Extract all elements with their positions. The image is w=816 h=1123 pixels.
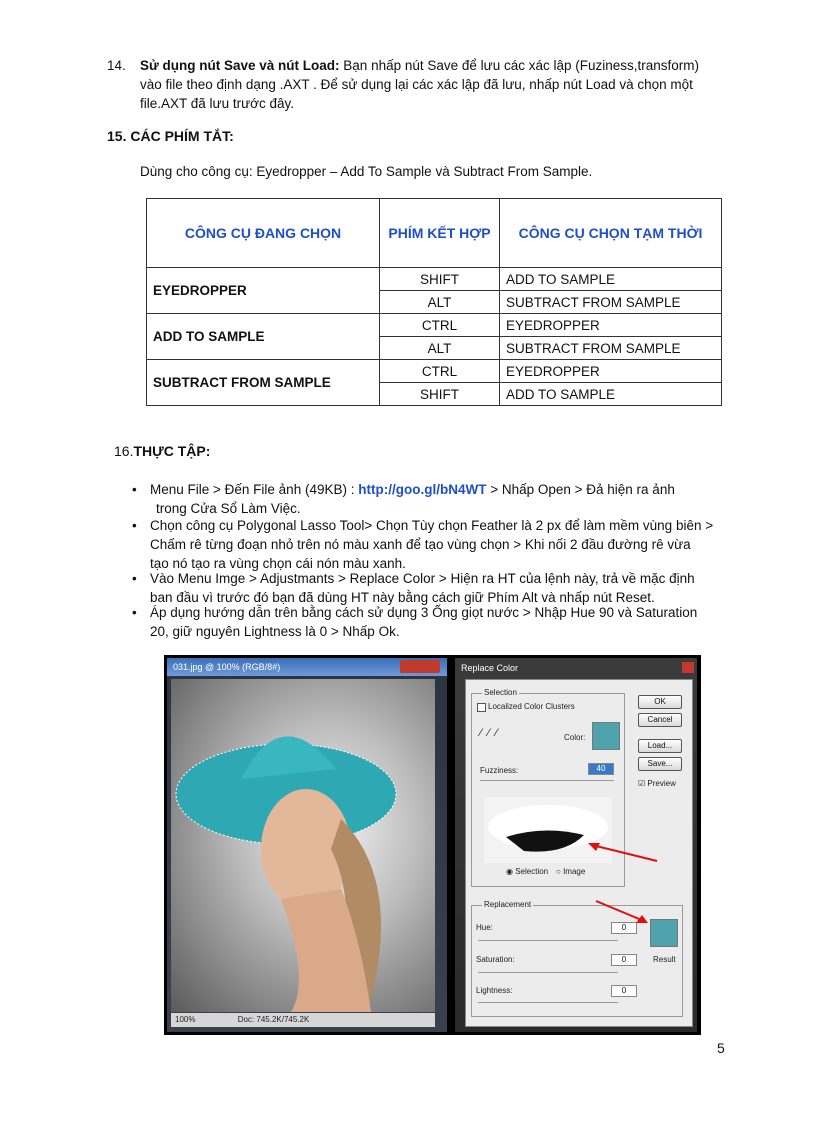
section-16-title: THỰC TẬP:	[133, 443, 211, 459]
selection-label: Selection	[484, 688, 517, 697]
tool-cell: SUBTRACT FROM SAMPLE	[147, 360, 380, 406]
fuzziness-slider[interactable]	[480, 780, 614, 781]
lightness-slider[interactable]	[478, 1002, 618, 1003]
close-icon[interactable]	[682, 662, 694, 673]
key-cell: ALT	[380, 337, 500, 360]
tool-cell: ADD TO SAMPLE	[147, 314, 380, 360]
bullet-1-post1: > Nhấp Open > Đả hiện ra ảnh	[486, 482, 675, 497]
fuzziness-input[interactable]: 40	[588, 763, 614, 775]
table-row	[147, 314, 722, 337]
bullet-4-l1: Áp dụng hướng dẫn trên bằng cách sử dụng 3 Ống giọt nước > Nhập Hue 90 và Saturation	[150, 605, 698, 620]
section-16-heading	[114, 443, 210, 459]
fuzziness-label: Fuzziness:	[480, 766, 519, 775]
section-14-line2: vào file theo định dạng .AXT . Để sử dụng lại các xác lập đã lưu, nhấp nút Load và chọn một	[140, 77, 693, 92]
replacement-label: Replacement	[484, 900, 532, 909]
hue-input[interactable]: 0	[611, 922, 637, 934]
key-cell: CTRL	[380, 314, 500, 337]
result-label: Result	[653, 955, 676, 964]
photo-window-title: 031.jpg @ 100% (RGB/8#)	[167, 658, 447, 676]
key-cell: SHIFT	[380, 383, 500, 406]
hue-label: Hue:	[476, 923, 493, 932]
color-label: Color:	[564, 733, 586, 742]
bullet-1-pre: Menu File > Đến File ảnh (49KB) :	[150, 482, 359, 497]
bullet-2-l1: Chọn công cụ Polygonal Lasso Tool> Chọn Tùy chọn Feather là 2 px để làm mềm vùng biên >	[150, 518, 714, 533]
hat-illustration	[171, 679, 435, 1012]
section-15-heading: 15. CÁC PHÍM TẮT:	[107, 128, 234, 144]
replace-color-screenshot	[164, 655, 701, 1035]
preview-label: Preview	[647, 779, 676, 788]
section-14-bold: Sử dụng nút Save và nút Load:	[140, 58, 340, 73]
arrow-annotation	[582, 837, 662, 867]
eyedropper-icon[interactable]: ⁄⁄⁄	[480, 727, 504, 739]
zoom-level: 100%	[175, 1015, 196, 1024]
table-row	[147, 268, 722, 291]
lightness-label: Lightness:	[476, 986, 513, 995]
result-cell: SUBTRACT FROM SAMPLE	[500, 337, 722, 360]
link-goo-gl[interactable]: http://goo.gl/bN4WT	[358, 482, 487, 497]
bullet-2-l3: tạo nó tạo ra vùng chọn cái nón màu xanh.	[150, 556, 406, 571]
preview-checkbox[interactable]: ☑ Preview	[638, 779, 676, 788]
bullet-icon: •	[132, 605, 137, 620]
bullet-icon: •	[132, 518, 137, 533]
header-temp-tool: CÔNG CỤ CHỌN TẠM THỜI	[500, 199, 722, 268]
result-cell: ADD TO SAMPLE	[500, 268, 722, 291]
hue-slider[interactable]	[478, 940, 618, 941]
save-button[interactable]: Save...	[638, 757, 682, 771]
radio-image[interactable]: ○ Image	[556, 867, 586, 876]
ok-button[interactable]: OK	[638, 695, 682, 709]
section-14-text	[140, 56, 728, 113]
bullet-icon: •	[132, 571, 137, 586]
saturation-slider[interactable]	[478, 972, 618, 973]
page-number: 5	[717, 1040, 725, 1056]
arrow-annotation-2	[594, 897, 654, 927]
localized-label: Localized Color Clusters	[488, 702, 575, 711]
result-cell: ADD TO SAMPLE	[500, 383, 722, 406]
key-cell: SHIFT	[380, 268, 500, 291]
section-16-number: 16.	[114, 443, 134, 459]
lightness-input[interactable]: 0	[611, 985, 637, 997]
section-15-intro: Dùng cho công cụ: Eyedropper – Add To Sample và Subtract From Sample.	[140, 164, 593, 179]
photo-status-bar	[171, 1013, 435, 1027]
shortcut-table	[146, 198, 722, 406]
table-header-row	[147, 199, 722, 268]
cancel-button[interactable]: Cancel	[638, 713, 682, 727]
window-controls[interactable]	[400, 660, 440, 673]
tool-cell: EYEDROPPER	[147, 268, 380, 314]
load-button[interactable]: Load...	[638, 739, 682, 753]
bullet-icon: •	[132, 482, 137, 497]
radio-selection-label: Selection	[515, 867, 549, 876]
bullet-1-post2: trong Cửa Sổ Làm Việc.	[156, 501, 301, 516]
key-cell: CTRL	[380, 360, 500, 383]
woman-photo	[171, 679, 435, 1012]
saturation-input[interactable]: 0	[611, 954, 637, 966]
result-cell: SUBTRACT FROM SAMPLE	[500, 291, 722, 314]
key-cell: ALT	[380, 291, 500, 314]
saturation-label: Saturation:	[476, 955, 515, 964]
dialog-title: Replace Color	[461, 663, 519, 673]
section-14-number: 14.	[107, 58, 126, 73]
radio-selection[interactable]: ◉ Selection	[506, 867, 549, 876]
result-cell: EYEDROPPER	[500, 314, 722, 337]
doc-size: Doc: 745.2K/745.2K	[237, 1015, 310, 1024]
section-14-line3: file.AXT đã lưu trước đây.	[140, 96, 294, 111]
localized-checkbox[interactable]	[477, 703, 486, 712]
header-key-combo: PHÍM KẾT HỢP	[380, 199, 500, 268]
table-row	[147, 360, 722, 383]
section-14-line1: Bạn nhấp nút Save để lưu các xác lập (Fuziness,transform)	[339, 58, 700, 73]
radio-image-label: Image	[563, 867, 586, 876]
result-cell: EYEDROPPER	[500, 360, 722, 383]
result-color-swatch	[650, 919, 678, 947]
header-current-tool: CÔNG CỤ ĐANG CHỌN	[147, 199, 380, 268]
bullet-4-l2: 20, giữ nguyên Lightness là 0 > Nhấp Ok.	[150, 624, 400, 639]
selection-color-swatch[interactable]	[592, 722, 620, 750]
bullet-3-l2: ban đầu vì trước đó bạn đã dùng HT này bằng cách giữ Phím Alt và nhấp nút Reset.	[150, 590, 655, 605]
bullet-3-l1: Vào Menu Imge > Adjustmants > Replace Color > Hiện ra HT của lệnh này, trả về mặc định	[150, 571, 695, 586]
bullet-2-l2: Chấm rê từng đoạn nhỏ trên nó màu xanh để tạo vùng chọn > Khi nối 2 đầu đường rê vừa	[150, 537, 691, 552]
